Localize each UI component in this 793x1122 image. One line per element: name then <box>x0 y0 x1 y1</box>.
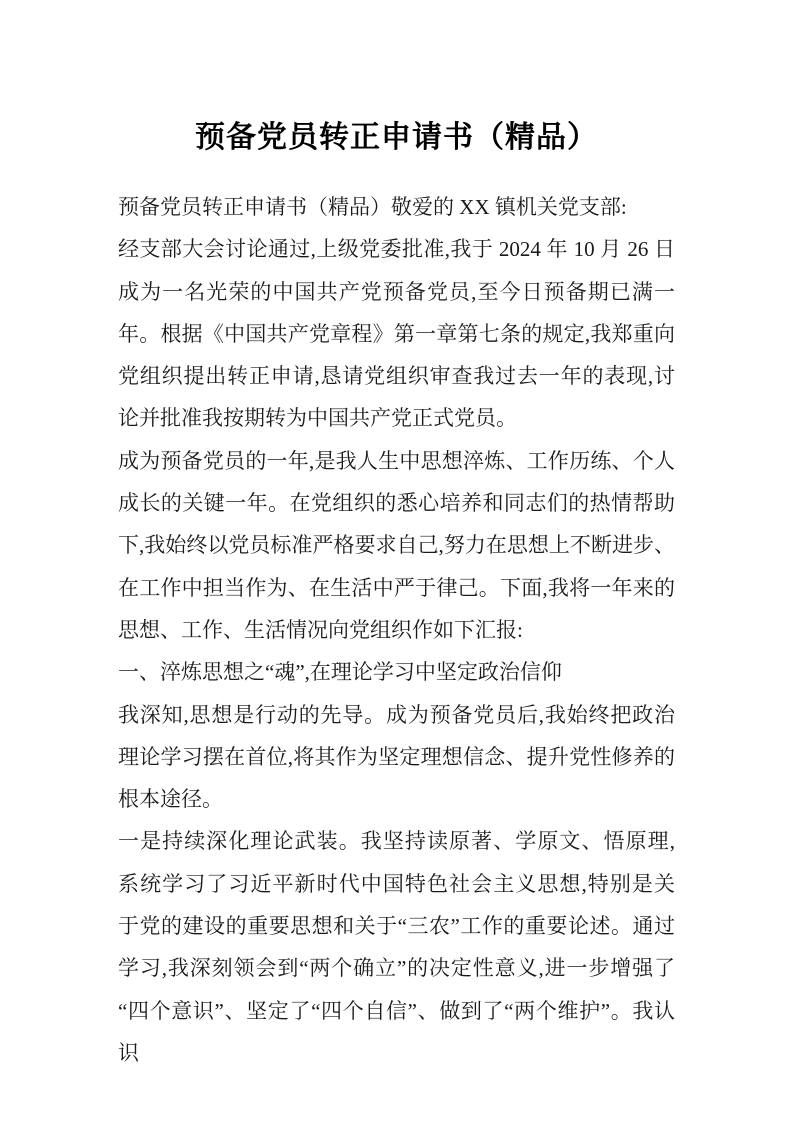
text-line: 系统学习了习近平新时代中国特色社会主义思想,特别是关 <box>118 871 675 896</box>
text-line: 我深知,思想是行动的先导。成为预备党员后,我始终把政治 <box>118 702 675 727</box>
text-line: 学习,我深刻领会到“两个确立”的决定性意义,进一步增强了 <box>118 956 675 981</box>
text-line: 根本途径。 <box>118 787 223 812</box>
text-line: 论并批准我按期转为中国共产党正式党员。 <box>118 406 517 431</box>
document-title: 预备党员转正申请书（精品） <box>195 121 598 154</box>
text-line: 预备党员转正申请书（精品）敬爱的 XX 镇机关党支部: <box>118 195 627 219</box>
text-line: 一、淬炼思想之“魂”,在理论学习中坚定政治信仰 <box>118 660 562 685</box>
document-body <box>118 186 675 1074</box>
text-line: 成为预备党员的一年,是我人生中思想淬炼、工作历练、个人 <box>118 448 675 473</box>
text-line: 成长的关键一年。在党组织的悉心培养和同志们的热情帮助 <box>118 491 675 516</box>
text-line: 一是持续深化理论武装。我坚持读原著、学原文、悟原理, <box>118 829 675 854</box>
text-line: 党组织提出转正申请,恳请党组织审查我过去一年的表现,讨 <box>118 364 675 389</box>
text-line: 在工作中担当作为、在生活中严于律己。下面,我将一年来的 <box>118 575 675 600</box>
text-line: “四个意识”、坚定了“四个自信”、做到了“两个维护”。我认识 <box>118 998 675 1065</box>
text-line: 思想、工作、生活情况向党组织作如下汇报: <box>118 617 523 642</box>
text-line: 于党的建设的重要思想和关于“三农”工作的重要论述。通过 <box>118 914 675 939</box>
text-line: 经支部大会讨论通过,上级党委批准,我于 2024 年 10 月 26 日 <box>118 237 675 262</box>
text-line: 年。根据《中国共产党章程》第一章第七条的规定,我郑重向 <box>118 321 675 346</box>
text-line: 成为一名光荣的中国共产党预备党员,至今日预备期已满一 <box>118 279 675 304</box>
text-line: 理论学习摆在首位,将其作为坚定理想信念、提升党性修养的 <box>118 744 675 769</box>
text-line: 下,我始终以党员标准严格要求自己,努力在思想上不断进步、 <box>118 533 675 558</box>
